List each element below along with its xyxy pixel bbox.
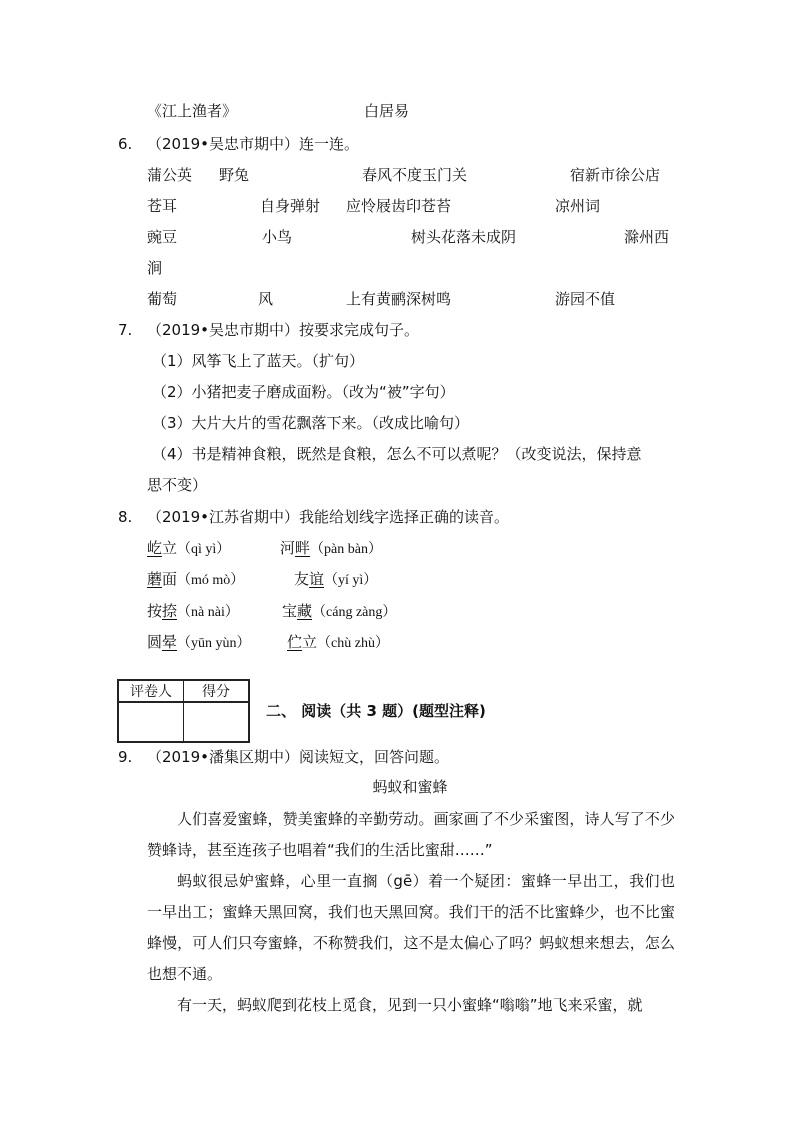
underlined-char: 捺 <box>162 602 178 620</box>
underlined-char: 谊 <box>309 570 325 588</box>
question-number: 6. <box>118 135 133 153</box>
question-stem: （2019•江苏省期中）我能给划线字选择正确的读音。 <box>147 508 510 526</box>
underlined-char: 畔 <box>295 539 311 557</box>
question-number: 7. <box>118 321 133 339</box>
match-item: 风 <box>258 290 274 308</box>
pinyin-choice: 圆晕（yūn yùn） <box>147 633 251 651</box>
reviewer-header: 评卷人 <box>118 680 184 702</box>
pinyin-options: （yí yì） <box>324 573 378 588</box>
pinyin-choice: 按捺（nà nài） <box>147 602 239 620</box>
match-item: 蒲公英 <box>147 166 193 184</box>
pinyin-choice: 河畔（pàn bàn） <box>280 539 382 557</box>
pinyin-choice: 蘑面（mó mò） <box>147 570 245 588</box>
match-item: 上有黄鹂深树鸣 <box>346 290 452 308</box>
pinyin-options: （yūn yùn） <box>177 636 251 651</box>
pinyin-choice: 友谊（yí yì） <box>294 570 378 588</box>
question-stem: （2019•吴忠市期中）按要求完成句子。 <box>147 321 420 339</box>
underlined-char: 蘑 <box>147 570 163 588</box>
match-item: 滁州西 <box>624 228 670 246</box>
poem-author: 白居易 <box>364 102 410 120</box>
sub-question: （1）风筝飞上了蓝天。（扩句） <box>152 352 365 370</box>
sub-question-continued: 思不变） <box>147 476 208 494</box>
pinyin-options: （pàn bàn） <box>310 542 382 557</box>
score-header: 得分 <box>184 680 250 702</box>
match-item: 小鸟 <box>262 228 293 246</box>
match-item: 野兔 <box>219 166 250 184</box>
match-item: 春风不度玉门关 <box>362 166 468 184</box>
sub-question: （4）书是精神食粮，既然是食粮，怎么不可以煮呢？（改变说法，保持意 <box>152 445 642 463</box>
underlined-char: 晕 <box>162 633 178 651</box>
score-table <box>117 679 250 743</box>
pinyin-choice: 伫立（chù zhù） <box>287 633 389 651</box>
question-stem: （2019•潘集区期中）阅读短文，回答问题。 <box>147 748 450 766</box>
pinyin-options: （cáng zàng） <box>312 605 397 620</box>
match-item: 豌豆 <box>147 228 178 246</box>
reviewer-cell[interactable] <box>118 702 184 742</box>
underlined-char: 屹 <box>147 539 163 557</box>
match-item: 宿新市徐公店 <box>570 166 661 184</box>
match-item: 应怜屐齿印苍苔 <box>346 197 452 215</box>
pinyin-choice: 宝藏（cáng zàng） <box>282 602 397 620</box>
match-item: 自身弹射 <box>260 197 321 215</box>
score-cell[interactable] <box>184 702 250 742</box>
poem-title: 《江上渔者》 <box>147 102 238 120</box>
match-item: 凉州词 <box>555 197 601 215</box>
pinyin-choice: 屹立（qì yì） <box>147 539 231 557</box>
passage-title: 蚂蚁和蜜蜂 <box>372 778 448 796</box>
passage-paragraph: 蚂蚁很忌妒蜜蜂，心里一直搁（gē）着一个疑团：蜜蜂一早出工，我们也一早出工；蜜蜂天黑回窝，我们也天黑回窝。我们干的活不比蜜蜂少，也不比蜜蜂慢，可人们只夸蜜蜂，不称赞我们，这不是太偏心了吗？蚂蚁想来想去，怎么也想不通。 <box>147 872 675 983</box>
section-heading: 二、 阅读（共 3 题）(题型注释) <box>266 702 486 720</box>
passage-paragraph: 有一天，蚂蚁爬到花枝上觅食，见到一只小蜜蜂“嗡嗡”地飞来采蜜，就 <box>177 996 643 1014</box>
underlined-char: 伫 <box>287 633 303 651</box>
match-item: 涧 <box>147 259 163 277</box>
pinyin-options: （qì yì） <box>177 542 231 557</box>
pinyin-options: （mó mò） <box>177 573 245 588</box>
question-number: 9. <box>118 748 133 766</box>
passage-paragraph: 人们喜爱蜜蜂，赞美蜜蜂的辛勤劳动。画家画了不少采蜜图，诗人写了不少赞蜂诗，甚至连孩子也唱着“我们的生活比蜜甜……” <box>147 810 675 859</box>
question-number: 8. <box>118 508 133 526</box>
question-stem: （2019•吴忠市期中）连一连。 <box>147 135 360 153</box>
match-item: 游园不值 <box>555 290 616 308</box>
match-item: 树头花落未成阴 <box>411 228 517 246</box>
pinyin-options: （chù zhù） <box>317 636 389 651</box>
match-item: 苍耳 <box>147 197 178 215</box>
match-item: 葡萄 <box>147 290 178 308</box>
sub-question: （2）小猪把麦子磨成面粉。（改为“被”字句） <box>152 383 455 401</box>
pinyin-options: （nà nài） <box>177 605 239 620</box>
sub-question: （3）大片大片的雪花飘落下来。（改成比喻句） <box>152 414 470 432</box>
underlined-char: 藏 <box>297 602 313 620</box>
